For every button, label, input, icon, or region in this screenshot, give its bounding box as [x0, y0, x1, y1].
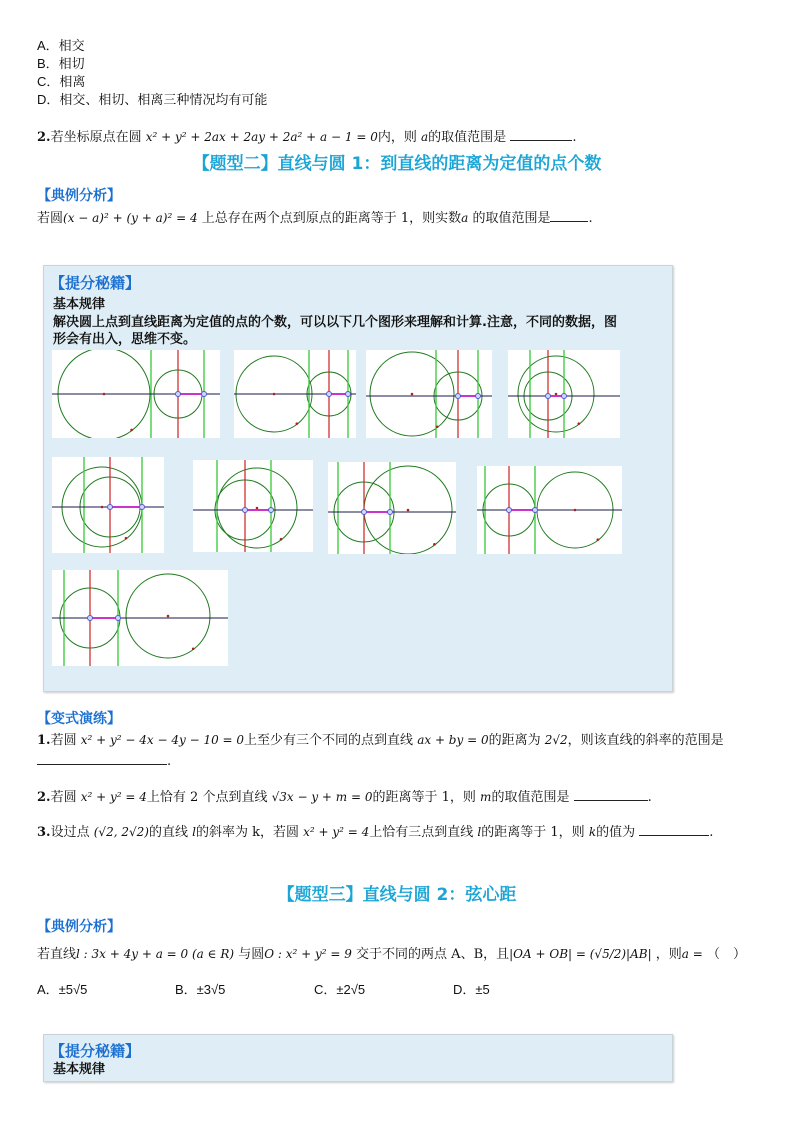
point-on-circle	[280, 538, 283, 541]
figure-1-svg	[52, 350, 220, 438]
figure-9	[52, 570, 228, 666]
point-on-circle	[192, 647, 195, 650]
option-a: A．相交	[37, 38, 85, 53]
figure-6	[193, 460, 313, 552]
tips-rule: 基本规律	[53, 297, 106, 312]
practice-3: 3.设过点 (√2, 2√2)的直线 l的斜率为 k，若圆 x² + y² = 4上恰有三点到直线 l的距离等于 1，则 k的值为 .	[37, 825, 714, 840]
option-b: B．相切	[37, 56, 85, 71]
point-on-circle	[578, 422, 581, 425]
example-label: 【典例分析】	[37, 188, 121, 204]
point-center	[88, 616, 93, 621]
example-label-3: 【典例分析】	[37, 919, 121, 935]
figure-4-svg	[508, 350, 620, 438]
point-on-circle	[130, 429, 133, 432]
tips-rule-3: 基本规律	[53, 1062, 106, 1077]
practice-2: 2.若圆 x² + y² = 4上恰有 2 个点到直线 √3x − y + m = 0的距离等于 1，则 m的取值范围是 .	[37, 790, 652, 805]
figure-1	[52, 350, 220, 438]
option-c: C．相离	[37, 74, 86, 89]
tips-text-2: 形会有出入，思维不变。	[53, 332, 197, 347]
figure-8	[477, 466, 622, 554]
practice-1-answer: .	[37, 752, 171, 770]
figure-5	[52, 457, 164, 553]
example-question-3: 若直线l : 3x + 4y + a = 0 (a ∈ R) 与圆O : x² + y² = 9 交于不同的两点 A、B，且|OA + OB| = (√5/2)|AB| ，则a = （ ）	[37, 947, 746, 962]
point-center	[176, 392, 181, 397]
point-big-center	[101, 506, 104, 509]
type3-option-d: D．±5	[453, 982, 490, 997]
figure-7-svg	[328, 462, 456, 554]
section-title-type3: 【题型三】直线与圆 2：弦心距	[277, 885, 517, 905]
point-edge	[533, 508, 538, 513]
figure-5-svg	[52, 457, 164, 553]
point-edge	[202, 392, 207, 397]
point-big-center	[555, 393, 558, 396]
option-d: D．相交、相切、相离三种情况均有可能	[37, 92, 268, 107]
figure-3-svg	[366, 350, 492, 438]
point-center	[243, 508, 248, 513]
figure-8-svg	[477, 466, 622, 554]
figure-4	[508, 350, 620, 438]
practice-1: 1.若圆 x² + y² − 4x − 4y − 10 = 0上至少有三个不同的点到直线 ax + by = 0的距离为 2√2，则该直线的斜率的范围是	[37, 733, 724, 748]
point-edge	[269, 508, 274, 513]
practice-label: 【变式演练】	[37, 711, 121, 727]
tips-text-1: 解决圆上点到直线距离为定值的点的个数，可以以下几个图形来理解和计算.注意，不同的数据，图	[53, 315, 617, 330]
point-on-circle	[296, 422, 299, 425]
figure-6-svg	[193, 460, 313, 552]
point-on-circle	[433, 543, 436, 546]
point-edge	[388, 510, 393, 515]
point-big-center	[574, 509, 577, 512]
type3-option-a: A．±5√5	[37, 982, 88, 997]
point-edge	[140, 505, 145, 510]
question-2: 2.若坐标原点在圆 x² + y² + 2ax + 2ay + 2a² + a − 1 = 0内，则 a的取值范围是 .	[37, 130, 577, 145]
point-center	[108, 505, 113, 510]
figure-2-svg	[234, 350, 356, 438]
point-edge	[346, 392, 351, 397]
section-title-type2: 【题型二】直线与圆 1：到直线的距离为定值的点个数	[192, 154, 602, 174]
point-center	[362, 510, 367, 515]
figure-2	[234, 350, 356, 438]
figure-7	[328, 462, 456, 554]
point-edge	[562, 394, 567, 399]
point-center	[546, 394, 551, 399]
point-big-center	[103, 393, 106, 396]
type3-option-b: B．±3√5	[175, 982, 226, 997]
point-center	[456, 394, 461, 399]
type3-option-c: C．±2√5	[314, 982, 366, 997]
figure-9-svg	[52, 570, 228, 666]
point-big-center	[407, 509, 410, 512]
point-on-circle	[597, 538, 600, 541]
point-edge	[116, 616, 121, 621]
point-big-center	[256, 507, 259, 510]
example-question: 若圆(x − a)² + (y + a)² = 4 上总存在两个点到原点的距离等于 1，则实数a 的取值范围是 .	[37, 211, 593, 226]
point-center	[327, 392, 332, 397]
point-big-center	[167, 615, 170, 618]
point-edge	[476, 394, 481, 399]
point-on-circle	[436, 425, 439, 428]
point-on-circle	[125, 537, 128, 540]
tips-label: 【提分秘籍】	[50, 274, 141, 292]
figure-3	[366, 350, 492, 438]
point-big-center	[273, 393, 276, 396]
tips-label-3: 【提分秘籍】	[50, 1042, 141, 1060]
point-big-center	[411, 393, 414, 396]
point-center	[507, 508, 512, 513]
